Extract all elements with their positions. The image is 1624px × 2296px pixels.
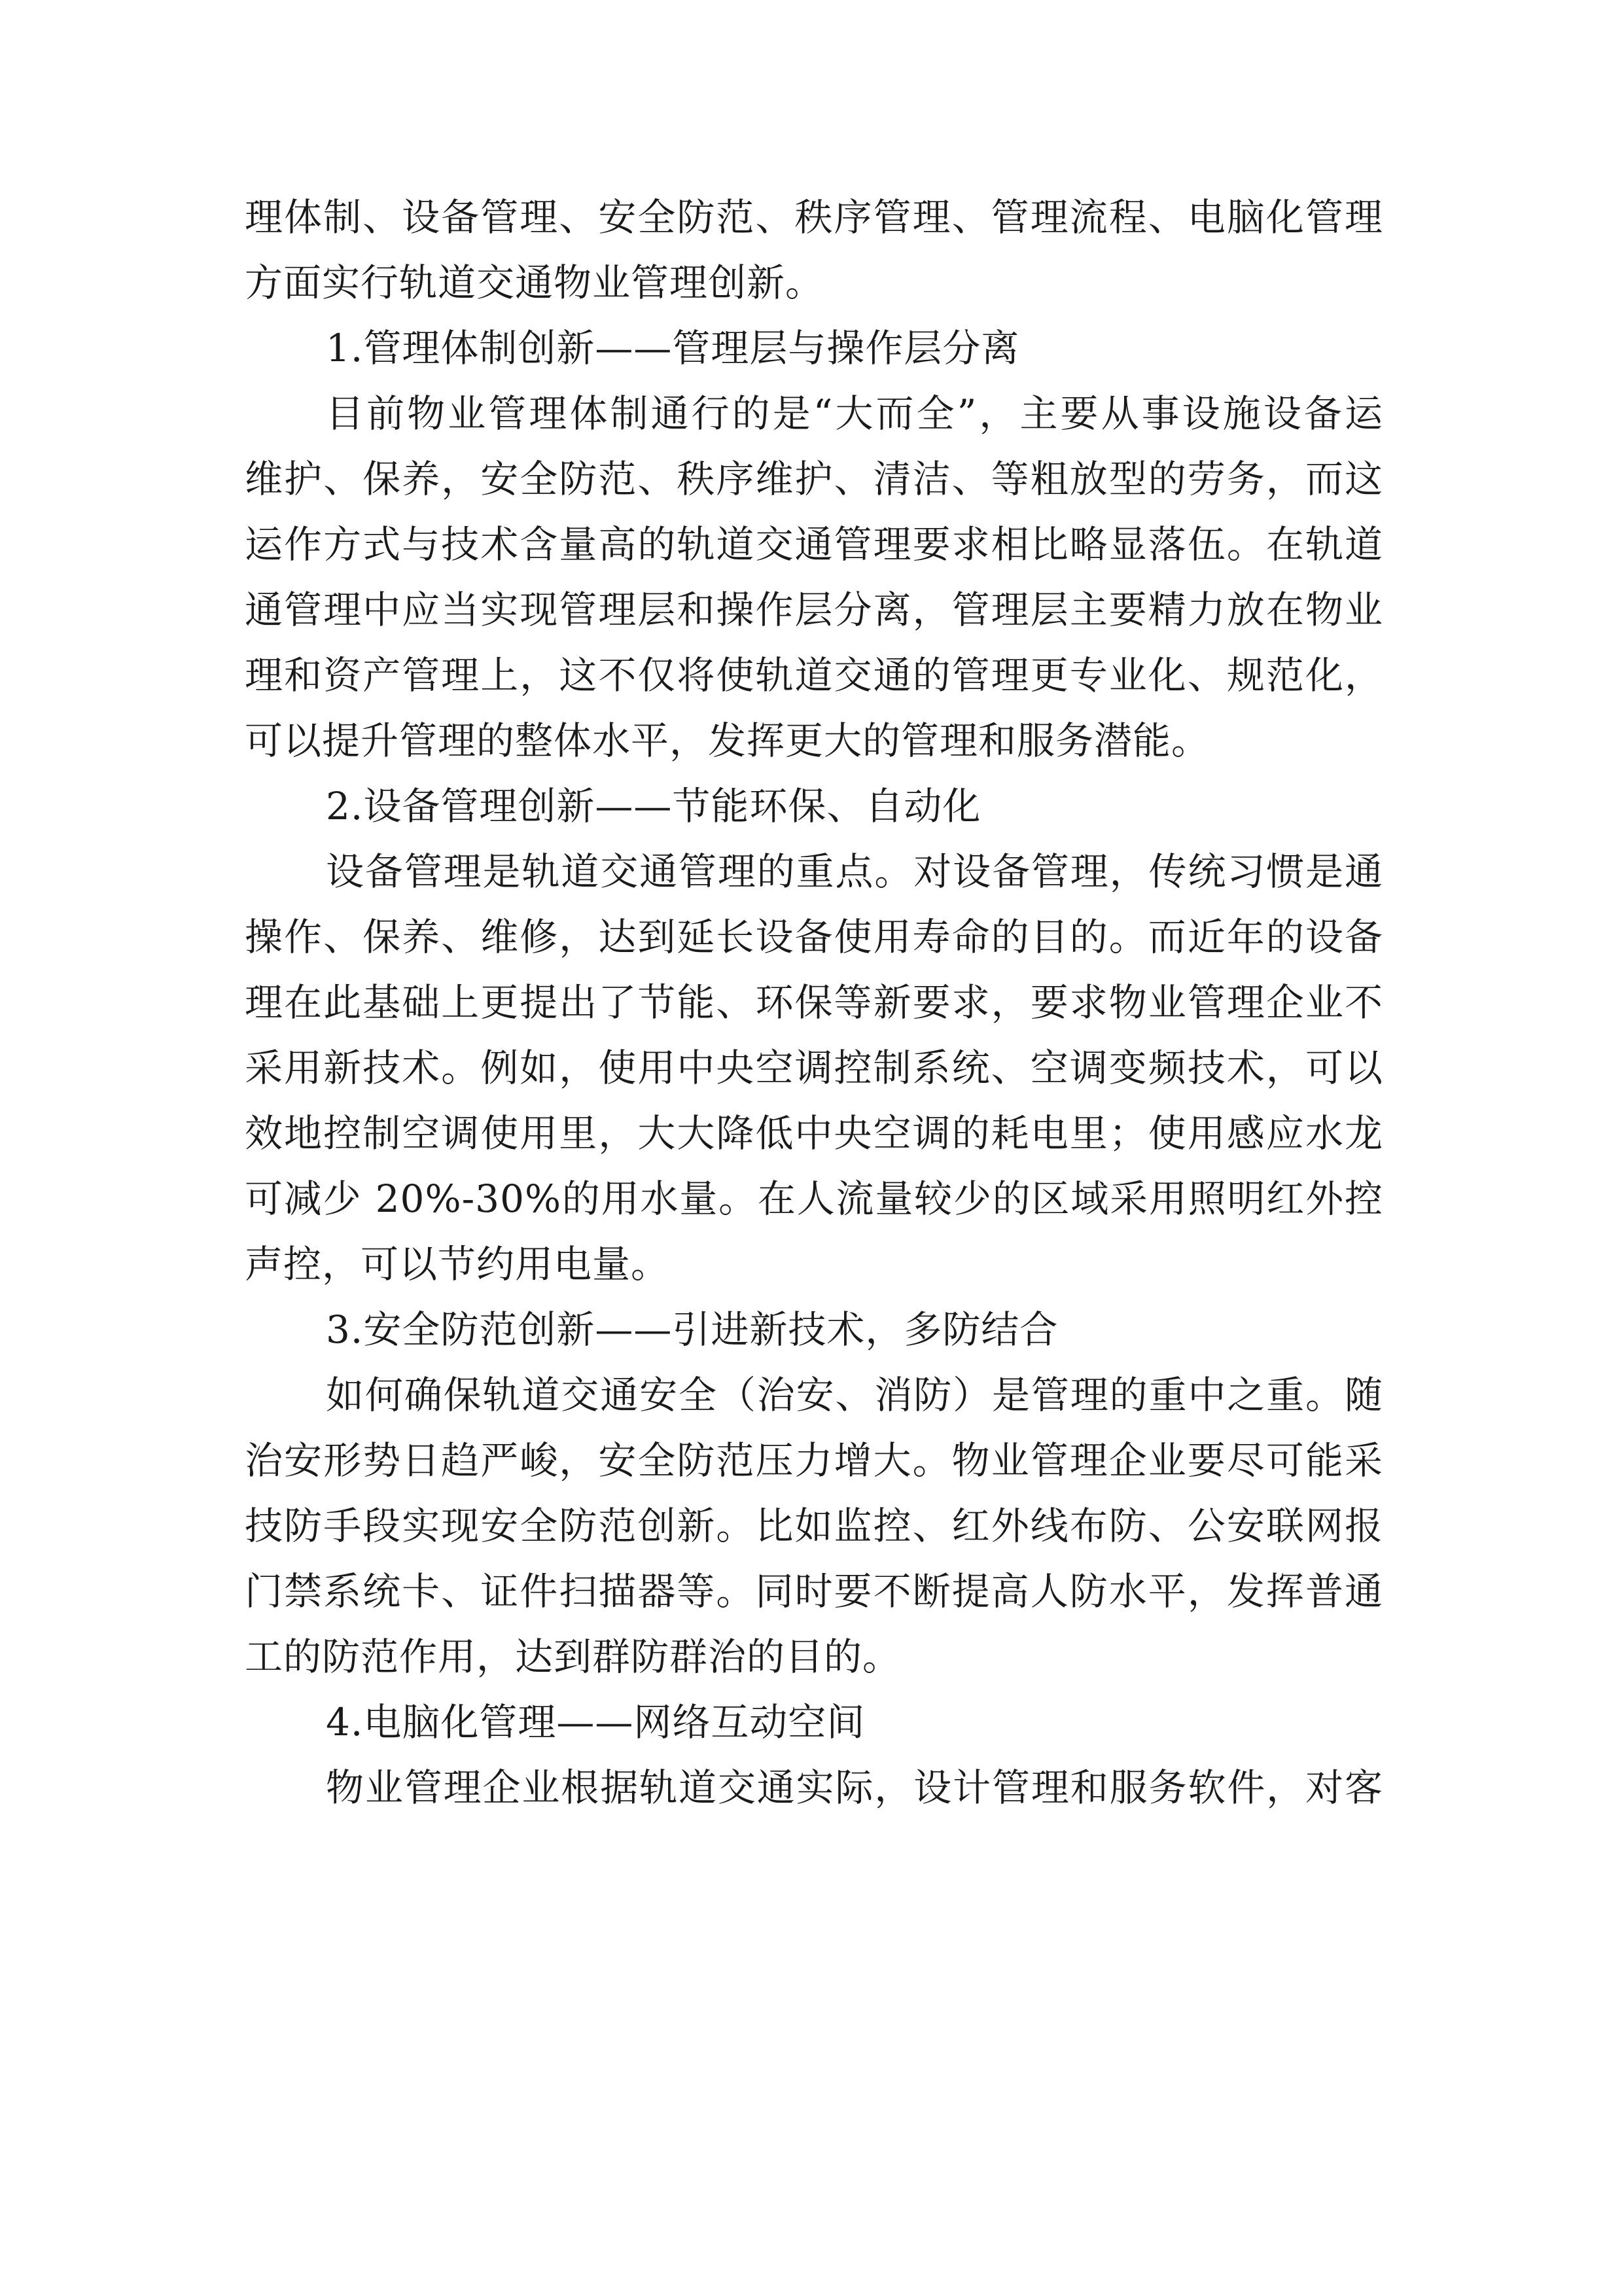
section-heading: 4.电脑化管理——网络互动空间: [326, 1700, 866, 1744]
section-heading: 3.安全防范创新——引进新技术，多防结合: [326, 1307, 1059, 1352]
paragraph-line: 操作、保养、维修，达到延长设备使用寿命的目的。而近年的设备: [245, 915, 1383, 959]
section-heading: 1.管理体制创新——管理层与操作层分离: [326, 326, 1020, 370]
paragraph-line: 设备管理是轨道交通管理的重点。对设备管理，传统习惯是通: [326, 849, 1383, 894]
paragraph-line: 理在此基础上更提出了节能、环保等新要求，要求物业管理企业不: [245, 980, 1383, 1025]
paragraph-line: 通管理中应当实现管理层和操作层分离，管理层主要精力放在物业: [245, 588, 1383, 632]
paragraph-line: 理和资产管理上，这不仅将使轨道交通的管理更专业化、规范化，: [245, 653, 1383, 698]
paragraph-line: 如何确保轨道交通安全（治安、消防）是管理的重中之重。随: [326, 1373, 1383, 1417]
paragraph-line: 目前物业管理体制通行的是“大而全”，主要从事设施设备运: [326, 391, 1383, 436]
paragraph-line: 物业管理企业根据轨道交通实际，设计管理和服务软件，对客: [326, 1765, 1383, 1810]
document-body: [245, 185, 1383, 1820]
paragraph-line: 治安形势日趋严峻，安全防范压力增大。物业管理企业要尽可能采: [245, 1438, 1383, 1483]
paragraph-line: 技防手段实现安全防范创新。比如监控、红外线布防、公安联网报: [245, 1504, 1383, 1548]
section-heading: 2.设备管理创新——节能环保、自动化: [326, 784, 981, 828]
paragraph-line: 声控，可以节约用电量。: [245, 1242, 670, 1286]
paragraph-line: 维护、保养，安全防范、秩序维护、清洁、等粗放型的劳务，而这: [245, 457, 1383, 501]
paragraph-line: 可减少 20%-30%的用水量。在人流量较少的区域采用照明红外控: [245, 1176, 1383, 1221]
paragraph-line: 运作方式与技术含量高的轨道交通管理要求相比略显落伍。在轨道: [245, 522, 1383, 567]
paragraph-line: 可以提升管理的整体水平，发挥更大的管理和服务潜能。: [245, 718, 1210, 763]
paragraph-line: 采用新技术。例如，使用中央空调控制系统、空调变频技术，可以: [245, 1046, 1383, 1090]
paragraph-line: 门禁系统卡、证件扫描器等。同时要不断提高人防水平，发挥普通: [245, 1569, 1383, 1614]
paragraph-line: 效地控制空调使用里，大大降低中央空调的耗电里；使用感应水龙: [245, 1111, 1383, 1156]
paragraph-line: 工的防范作用，达到群防群治的目的。: [245, 1634, 902, 1679]
paragraph-line: 理体制、设备管理、安全防范、秩序管理、管理流程、电脑化管理: [245, 195, 1383, 239]
paragraph-line: 方面实行轨道交通物业管理创新。: [245, 260, 824, 305]
